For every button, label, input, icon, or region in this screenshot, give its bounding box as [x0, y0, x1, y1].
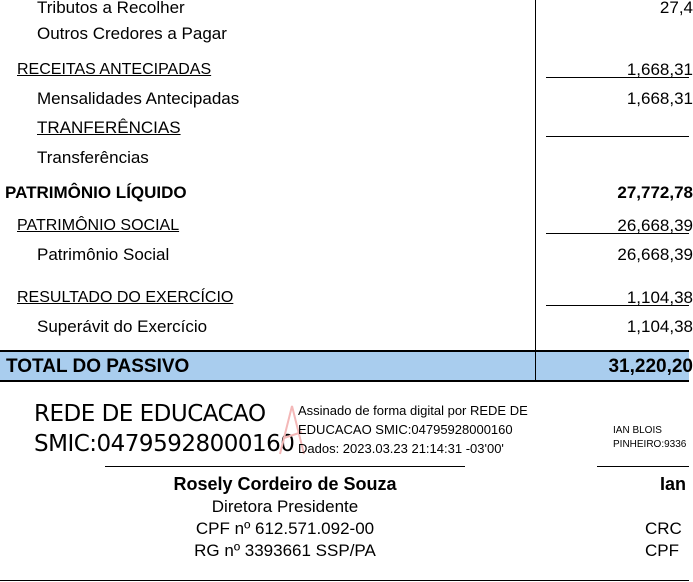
row-value: 26,668,39 — [617, 245, 693, 264]
digital-signature-line2: EDUCACAO SMIC:04795928000160 — [298, 422, 513, 437]
row-value: 1,104,38 — [626, 288, 693, 307]
page-bottom-border — [0, 580, 689, 581]
row-label: Patrimônio Social — [37, 245, 170, 264]
right-signer-line2: PINHEIRO:9336 — [613, 439, 687, 450]
signatory-name: Rosely Cordeiro de Souza — [173, 474, 397, 494]
signature-line-left — [105, 466, 465, 467]
subtotal-line — [546, 136, 689, 137]
section-heading: PATRIMÔNIO SOCIAL — [17, 217, 180, 234]
right-signatory-cpf: CPF — [645, 541, 679, 560]
section-heading: RECEITAS ANTECIPADAS — [17, 61, 212, 78]
row-label: Transferências — [37, 148, 149, 167]
signer-name-line2: SMIC:04795928000160 — [34, 431, 295, 457]
total-value: 31,220,20 — [608, 356, 693, 377]
digital-signature-line1: Assinado de forma digital por REDE DE — [298, 403, 528, 418]
row-value: 27,772,78 — [617, 183, 693, 202]
row-value: 27,4 — [659, 0, 693, 17]
signature-line-right — [597, 466, 689, 467]
row-value: 1,668,31 — [626, 60, 693, 79]
column-divider — [535, 0, 536, 382]
right-signatory-name: Ian — [660, 474, 687, 494]
row-label: Mensalidades Antecipadas — [37, 89, 240, 108]
row-label: Tributos a Recolher — [37, 0, 185, 17]
signatory-rg: RG nº 3393661 SSP/PA — [194, 541, 376, 560]
row-label: Superávit do Exercício — [37, 317, 208, 336]
signer-name-line1: REDE DE EDUCACAO — [34, 401, 266, 427]
digital-signature-line3: Dados: 2023.03.23 21:14:31 -03'00' — [298, 441, 504, 456]
section-heading: RESULTADO DO EXERCÍCIO — [17, 289, 234, 306]
row-value: 26,668,39 — [617, 216, 693, 235]
total-label: TOTAL DO PASSIVO — [6, 356, 190, 377]
total-divider — [535, 352, 536, 380]
section-heading: TRANFERÊNCIAS — [37, 118, 181, 137]
total-row — [0, 350, 693, 382]
row-label: Outros Credores a Pagar — [37, 24, 227, 43]
signatory-cpf: CPF nº 612.571.092-00 — [195, 519, 375, 538]
signatory-role: Diretora Presidente — [211, 497, 359, 516]
group-heading: PATRIMÔNIO LÍQUIDO — [5, 183, 187, 202]
right-signer-line1: IAN BLOIS — [613, 425, 662, 436]
right-signatory-crc: CRC — [645, 519, 682, 538]
row-value: 1,104,38 — [626, 317, 693, 336]
row-value: 1,668,31 — [626, 89, 693, 108]
